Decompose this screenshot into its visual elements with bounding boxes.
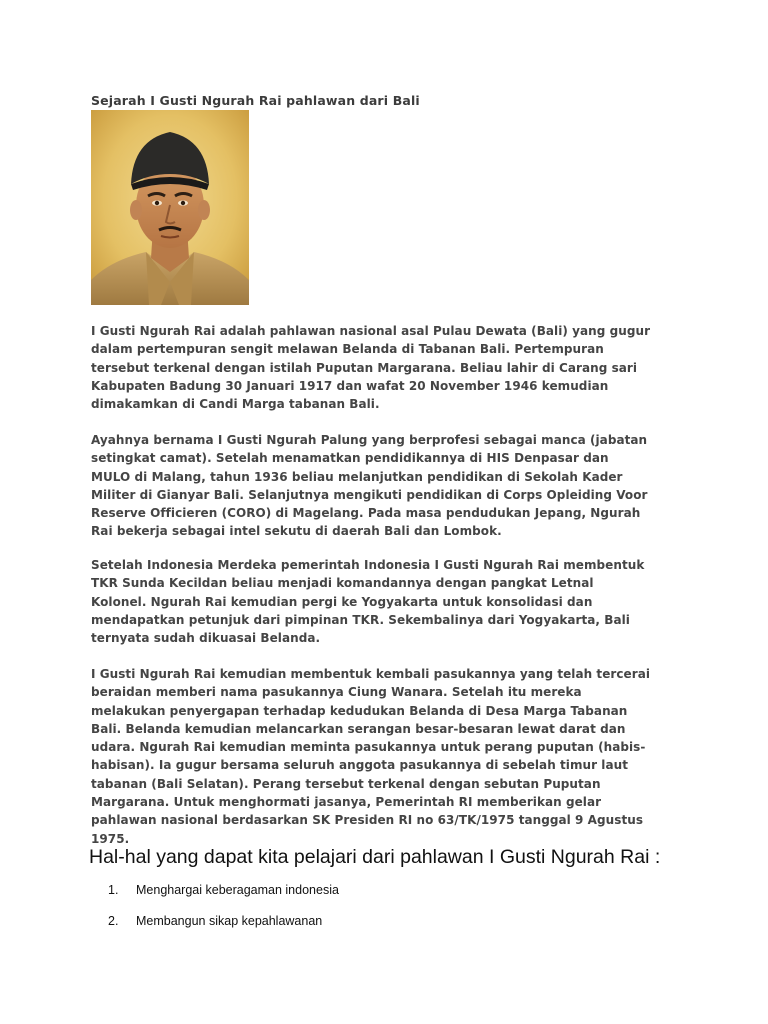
document-title: Sejarah I Gusti Ngurah Rai pahlawan dari Bali [91,93,420,108]
text-line: beraidan memberi nama pasukannya Ciung Wanara. Setelah itu mereka [91,685,582,700]
text-line: tabanan (Bali Selatan). Perang tersebut terkenal dengan sebutan Puputan [91,776,601,791]
list-item [108,883,339,897]
list-number: 2. [108,914,119,928]
paragraph-4 [91,665,681,848]
text-line: habisan). Ia gugur bersama seluruh anggota pasukannya di sebelah timur laut [91,758,628,773]
list-number: 1. [108,883,119,897]
list-item-text: Menghargai keberagaman indonesia [136,883,339,897]
text-line: melakukan penyergapan terhadap kedudukan Belanda di Desa Marga Tabanan [91,703,628,718]
text-line: pahlawan nasional berdasarkan SK Presiden RI no 63/TK/1975 tanggal 9 Agustus [91,813,644,828]
text-line: Reserve Officieren (CORO) di Magelang. Pada masa pendudukan Jepang, Ngurah [91,506,641,521]
text-line: 1975. [91,831,130,846]
portrait-image [91,110,249,305]
text-line: Ayahnya bernama I Gusti Ngurah Palung yang berprofesi sebagai manca (jabatan [91,433,648,447]
text-line: Militer di Gianyar Bali. Selanjutnya mengikuti pendidikan di Corps Opleiding Voor [91,487,648,502]
paragraph-2 [91,431,681,541]
text-line: mendapatkan petunjuk dari pimpinan TKR. Sekembalinya dari Yogyakarta, Bali [91,612,630,627]
list-item [108,914,322,928]
text-line: Setelah Indonesia Merdeka pemerintah Indonesia I Gusti Ngurah Rai membentuk [91,558,645,572]
text-line: tersebut terkenal dengan istilah Puputan Margarana. Beliau lahir di Carang sari [91,360,638,375]
list-item-text: Membangun sikap kepahlawanan [136,914,323,928]
text-line: setingkat camat). Setelah menamatkan pendidikannya di HIS Denpasar dan [91,451,609,466]
text-line: ternyata sudah dikuasai Belanda. [91,631,321,646]
text-line: dimakamkan di Candi Marga tabanan Bali. [91,397,380,412]
text-line: MULO di Malang, tahun 1936 beliau melanjutkan pendidikan di Sekolah Kader [91,469,623,484]
text-line: TKR Sunda Kecildan beliau menjadi komandannya dengan pangkat Letnal [91,576,594,591]
text-line: Kolonel. Ngurah Rai kemudian pergi ke Yogyakarta untuk konsolidasi dan [91,594,593,609]
lesson-heading: Hal-hal yang dapat kita pelajari dari pahlawan I Gusti Ngurah Rai : [89,846,661,868]
text-line: udara. Ngurah Rai kemudian meminta pasukannya untuk perang puputan (habis- [91,740,646,755]
text-line: I Gusti Ngurah Rai adalah pahlawan nasional asal Pulau Dewata (Bali) yang gugur [91,324,651,338]
text-line: Bali. Belanda kemudian melancarkan serangan besar-besaran lewat darat dan [91,721,626,736]
text-line: Kabupaten Badung 30 Januari 1917 dan wafat 20 November 1946 kemudian [91,378,609,393]
text-line: Rai bekerja sebagai intel sekutu di daerah Bali dan Lombok. [91,524,502,539]
text-line: Margarana. Untuk menghormati jasanya, Pemerintah RI memberikan gelar [91,795,602,810]
text-line: dalam pertempuran sengit melawan Belanda di Tabanan Bali. Pertempuran [91,342,604,357]
paragraph-3 [91,556,681,647]
text-line: I Gusti Ngurah Rai kemudian membentuk kembali pasukannya yang telah tercerai [91,667,651,681]
paragraph-1 [91,322,681,413]
